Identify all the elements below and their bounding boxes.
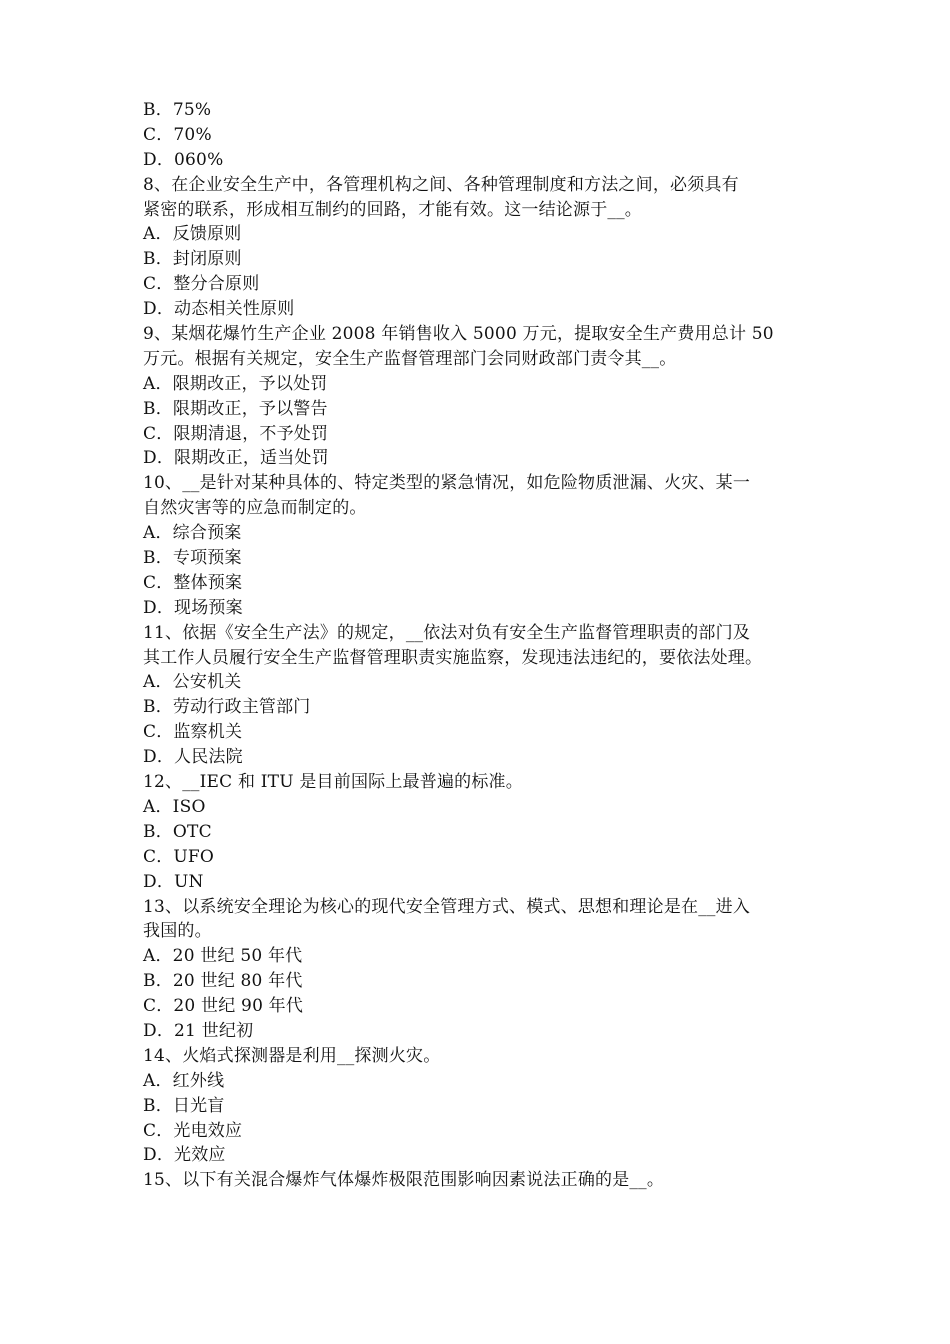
option-line: D．动态相关性原则 (143, 299, 295, 320)
question-line: 9、某烟花爆竹生产企业 2008 年销售收入 5000 万元，提取安全生产费用总计 50 (143, 324, 774, 345)
question-line: 自然灾害等的应急而制定的。 (143, 498, 367, 519)
question-line: 11、依据《安全生产法》的规定，__依法对负有安全生产监督管理职责的部门及 (143, 622, 751, 643)
document-body (143, 98, 823, 1193)
option-line: A．公安机关 (143, 672, 242, 693)
option-line: D．人民法院 (143, 747, 243, 768)
option-line: C．光电效应 (143, 1120, 243, 1141)
option-line: C．20 世纪 90 年代 (143, 996, 304, 1017)
option-line: B．OTC (143, 821, 212, 842)
option-line: D．060% (143, 149, 224, 170)
question-line: 14、火焰式探测器是利用__探测火灾。 (143, 1045, 441, 1066)
option-line: C．限期清退，不予处罚 (143, 423, 329, 444)
option-line: C．监察机关 (143, 722, 243, 743)
option-line: A．反馈原则 (143, 224, 242, 245)
option-line: C．整体预案 (143, 572, 243, 593)
question-line: 我国的。 (143, 921, 212, 942)
option-line: B．劳动行政主管部门 (143, 697, 311, 718)
option-line: A．20 世纪 50 年代 (143, 946, 303, 967)
option-line: D．UN (143, 871, 204, 892)
option-line: B．封闭原则 (143, 249, 242, 270)
option-line: B．专项预案 (143, 548, 242, 569)
option-line: B．75% (143, 100, 212, 120)
question-line: 13、以系统安全理论为核心的现代安全管理方式、模式、思想和理论是在__进入 (143, 896, 751, 917)
option-line: D．现场预案 (143, 597, 243, 618)
question-line: 15、以下有关混合爆炸气体爆炸极限范围影响因素说法正确的是__。 (143, 1170, 665, 1191)
question-line: 8、在企业安全生产中，各管理机构之间、各种管理制度和方法之间，必须具有 (143, 174, 739, 195)
option-line: D．限期改正，适当处罚 (143, 448, 329, 469)
question-line: 其工作人员履行安全生产监督管理职责实施监察，发现违法违纪的，要依法处理。 (143, 647, 763, 668)
option-line: B．日光盲 (143, 1095, 225, 1116)
option-line: B．限期改正，予以警告 (143, 398, 328, 419)
option-line: D．21 世纪初 (143, 1020, 254, 1041)
option-line: C．UFO (143, 846, 215, 867)
option-line: D．光效应 (143, 1145, 226, 1166)
option-line: C．整分合原则 (143, 274, 260, 295)
question-line: 万元。根据有关规定，安全生产监督管理部门会同财政部门责令其__。 (143, 348, 677, 369)
option-line: A．限期改正，予以处罚 (143, 373, 328, 394)
option-line: A．综合预案 (143, 523, 242, 544)
option-line: C．70% (143, 124, 212, 145)
option-line: A．ISO (143, 796, 206, 817)
question-line: 紧密的联系，形成相互制约的回路，才能有效。这一结论源于__。 (143, 199, 642, 220)
option-line: B．20 世纪 80 年代 (143, 971, 303, 992)
question-line: 10、__是针对某种具体的、特定类型的紧急情况，如危险物质泄漏、火灾、某一 (143, 473, 751, 494)
question-line: 12、__IEC 和 ITU 是目前国际上最普遍的标准。 (143, 772, 523, 793)
option-line: A．红外线 (143, 1070, 225, 1091)
